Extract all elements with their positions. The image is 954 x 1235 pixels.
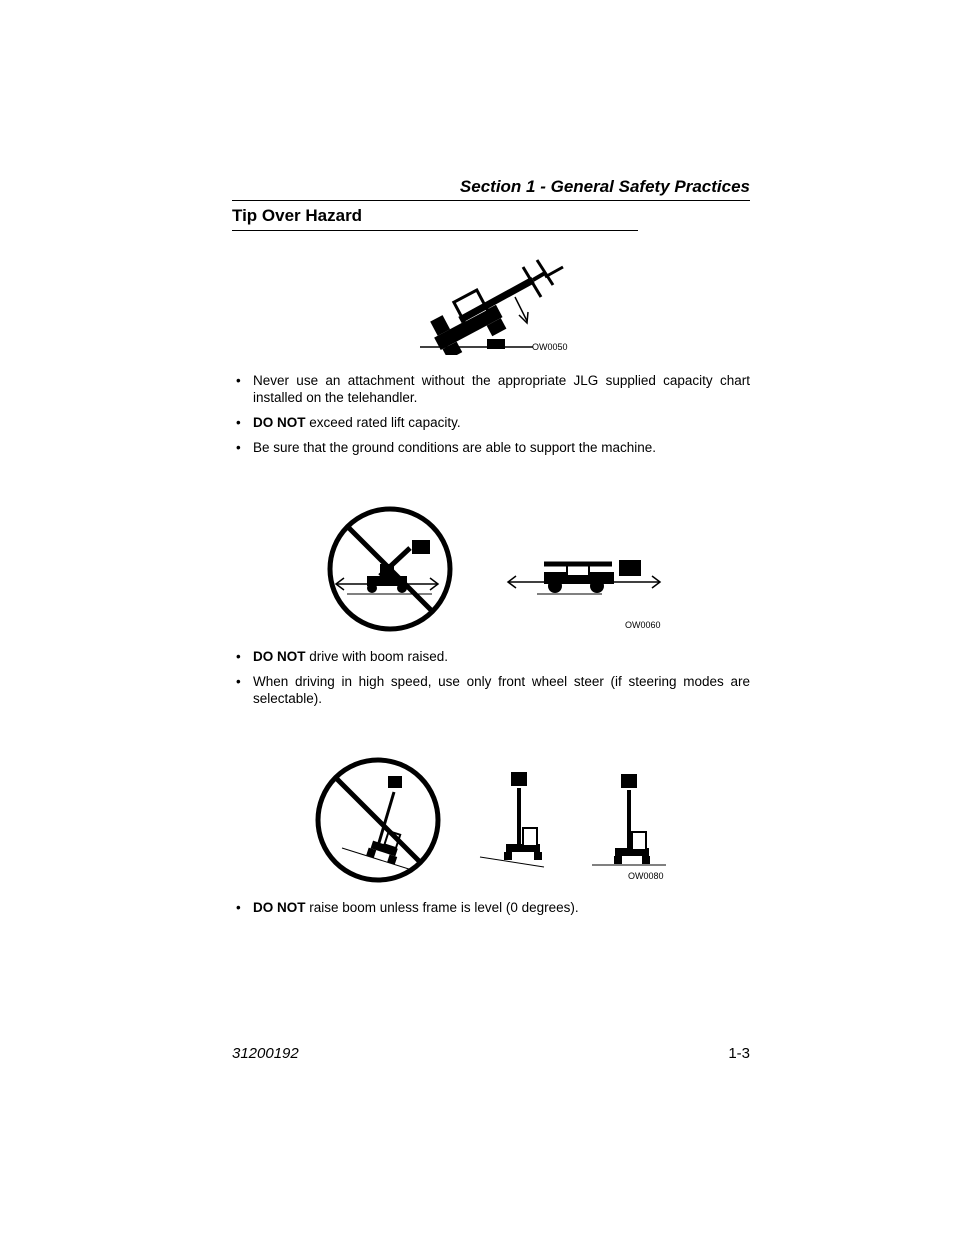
document-number: 31200192 bbox=[232, 1045, 299, 1062]
heading-rule bbox=[232, 230, 638, 231]
hazard-heading: Tip Over Hazard bbox=[232, 206, 363, 225]
bullet-list-3 bbox=[232, 899, 750, 924]
list-item: • Be sure that the ground conditions are able to support the machine. bbox=[232, 439, 750, 456]
list-item: • Never use an attachment without the appropriate JLG supplied capacity chart installed on the telehandler. bbox=[232, 372, 750, 406]
boom-drive-illustration bbox=[322, 502, 667, 637]
section-title: Section 1 - General Safety Practices bbox=[459, 177, 750, 196]
bullet-list-2 bbox=[232, 648, 750, 715]
lowered-boom-telehandler-icon bbox=[508, 560, 660, 594]
list-item: • DO NOT raise boom unless frame is level (0 degrees). bbox=[232, 899, 750, 916]
section-rule bbox=[232, 200, 750, 201]
list-item: • DO NOT drive with boom raised. bbox=[232, 648, 750, 665]
prohibition-sign-icon bbox=[318, 760, 438, 880]
slight-tilt-telehandler-icon bbox=[480, 772, 544, 867]
page-number: 1-3 bbox=[728, 1045, 750, 1062]
figure-label-ow0050: OW0050 bbox=[532, 342, 568, 352]
figure-label-ow0080: OW0080 bbox=[628, 871, 664, 881]
figure-label-ow0060: OW0060 bbox=[625, 620, 661, 630]
level-telehandler-icon bbox=[592, 774, 666, 865]
frame-level-illustration bbox=[312, 752, 672, 887]
tip-over-illustration bbox=[415, 255, 585, 355]
list-item: • DO NOT exceed rated lift capacity. bbox=[232, 414, 750, 431]
bullet-list-1 bbox=[232, 372, 750, 464]
list-item: • When driving in high speed, use only front wheel steer (if steering modes are selectable). bbox=[232, 673, 750, 707]
prohibition-sign-icon bbox=[330, 509, 450, 629]
